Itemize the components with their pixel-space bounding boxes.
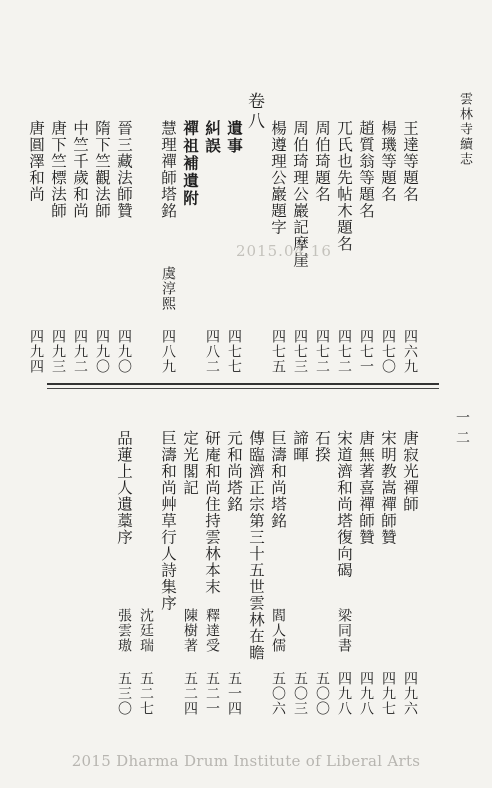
toc-entry [157,120,179,374]
toc-entry-page: 四七二 [314,329,330,374]
toc-entry-author: 虞淳熙 [160,266,176,311]
toc-entry-title: 楊璣等題名 [379,120,397,203]
toc-entry-title: 傳臨濟正宗第三十五世雲林在瞻 [247,430,265,661]
toc-entry-author: 閻人儒 [270,608,286,653]
toc-entry-title: 中竺千歲和尚 [71,120,89,219]
toc-entry-page: 四九七 [380,671,396,716]
toc-entry [245,430,267,716]
toc-entry [69,120,91,374]
toc-entry-author: 梁同書 [336,608,352,653]
toc-entry-title: 禪祖補遺附 [181,120,200,208]
toc-entry-page: 四七三 [292,329,308,374]
toc-entry [113,120,135,374]
toc-entry-page: 四七一 [358,329,374,374]
toc-entry-title: 慧理禪師塔銘 [159,120,177,219]
toc-entry [135,430,157,716]
toc-entry [333,120,355,374]
toc-entry-page: 四七〇 [380,329,396,374]
toc-entry-title: 周伯琦題名 [313,120,331,203]
toc-entry-title: 隋下竺觀法師 [93,120,111,219]
toc-entry-page: 五一四 [226,671,242,716]
toc-entry-page: 四九〇 [116,329,132,374]
toc-entry [91,120,113,374]
section-divider-thin [47,388,439,389]
toc-entry-page: 五二七 [138,671,154,716]
toc-entry-title: 楊遵理公巖題字 [269,120,287,236]
toc-entry-title: 唐無著喜禪師贊 [357,430,375,546]
toc-entry-page: 四九三 [50,329,66,374]
toc-entry-page: 五〇六 [270,671,286,716]
toc-entry [113,430,135,716]
toc-entry [157,430,179,716]
toc-entry [25,120,47,374]
toc-entry-title: 兀氏也先帖木題名 [335,120,353,252]
toc-entry [399,120,421,374]
toc-entry-page: 五二一 [204,671,220,716]
toc-entry-page: 四九八 [358,671,374,716]
toc-entry-title: 唐下竺標法師 [49,120,67,219]
toc-entry-page: 四六九 [402,329,418,374]
toc-entry [179,430,201,716]
toc-entry [399,430,421,716]
toc-entry-title: 諦暉 [291,430,309,463]
toc-entry-author: 陳樹著 [182,608,198,653]
toc-entry-page: 五〇〇 [314,671,330,716]
toc-entry-title: 趙質翁等題名 [357,120,375,219]
toc-entry-page: 四九〇 [94,329,110,374]
toc-entry-title: 研庵和尚住持雲林本末 [203,430,221,595]
toc-entry-title: 元和尚塔銘 [225,430,243,513]
toc-entry-page: 四七五 [270,329,286,374]
date-watermark: 2015.04.16 [236,242,332,260]
toc-entry-page: 五二四 [182,671,198,716]
toc-entry [333,430,355,716]
toc-entry-title: 周伯琦理公巖記摩崖 [291,120,309,269]
toc-entry-author: 張雲璈 [116,608,132,653]
toc-entry [377,120,399,374]
toc-entry-page: 四七七 [226,329,242,374]
toc-entry-title: 石揆 [313,430,331,463]
toc-entry [179,120,201,374]
toc-entry [267,430,289,716]
toc-entry [201,120,223,374]
toc-entry-title: 品蓮上人遺藁序 [115,430,133,546]
toc-entry-title: 宋明教嵩禪師贊 [379,430,397,546]
toc-entry [355,120,377,374]
toc-entry-title: 巨濤和尚艸草行人詩集序 [159,430,177,612]
toc-entry-page: 四九六 [402,671,418,716]
toc-entry-page: 四九二 [72,329,88,374]
toc-entry-title: 宋道濟和尚塔復向碣 [335,430,353,579]
toc-entry-page: 四七二 [336,329,352,374]
chapter-heading: 卷八 [244,92,264,132]
toc-entry [289,430,311,716]
toc-entry-title: 晉三藏法師贊 [115,120,133,219]
toc-entry [377,430,399,716]
toc-entry-page: 五〇三 [292,671,308,716]
toc-entry-page: 四八九 [160,329,176,374]
page-number: 一二 [454,410,470,450]
toc-entry-author: 釋達受 [204,608,220,653]
toc-entry-title: 王達等題名 [401,120,419,203]
toc-entry-title: 巨濤和尚塔銘 [269,430,287,529]
toc-entry-title: 遺事 [225,120,244,155]
toc-entry-title: 唐寂光禪師 [401,430,419,513]
toc-entry-page: 四八二 [204,329,220,374]
toc-entry-page: 五三〇 [116,671,132,716]
toc-entry [223,430,245,716]
toc-entry-page: 四九四 [28,329,44,374]
section-divider-thick [47,383,439,385]
running-title: 雲林寺續志 [457,92,472,167]
toc-entry-page: 四九八 [336,671,352,716]
toc-entry-title: 唐圓澤和尚 [27,120,45,203]
footer-watermark: 2015 Dharma Drum Institute of Liberal Arts [71,752,421,770]
toc-entry [201,430,223,716]
toc-entry-title: 糾誤 [203,120,222,155]
toc-entry [311,430,333,716]
toc-entry [355,430,377,716]
toc-entry-author: 沈廷瑞 [138,608,154,653]
toc-entry [47,120,69,374]
toc-entry-title: 定光閣記 [181,430,199,496]
